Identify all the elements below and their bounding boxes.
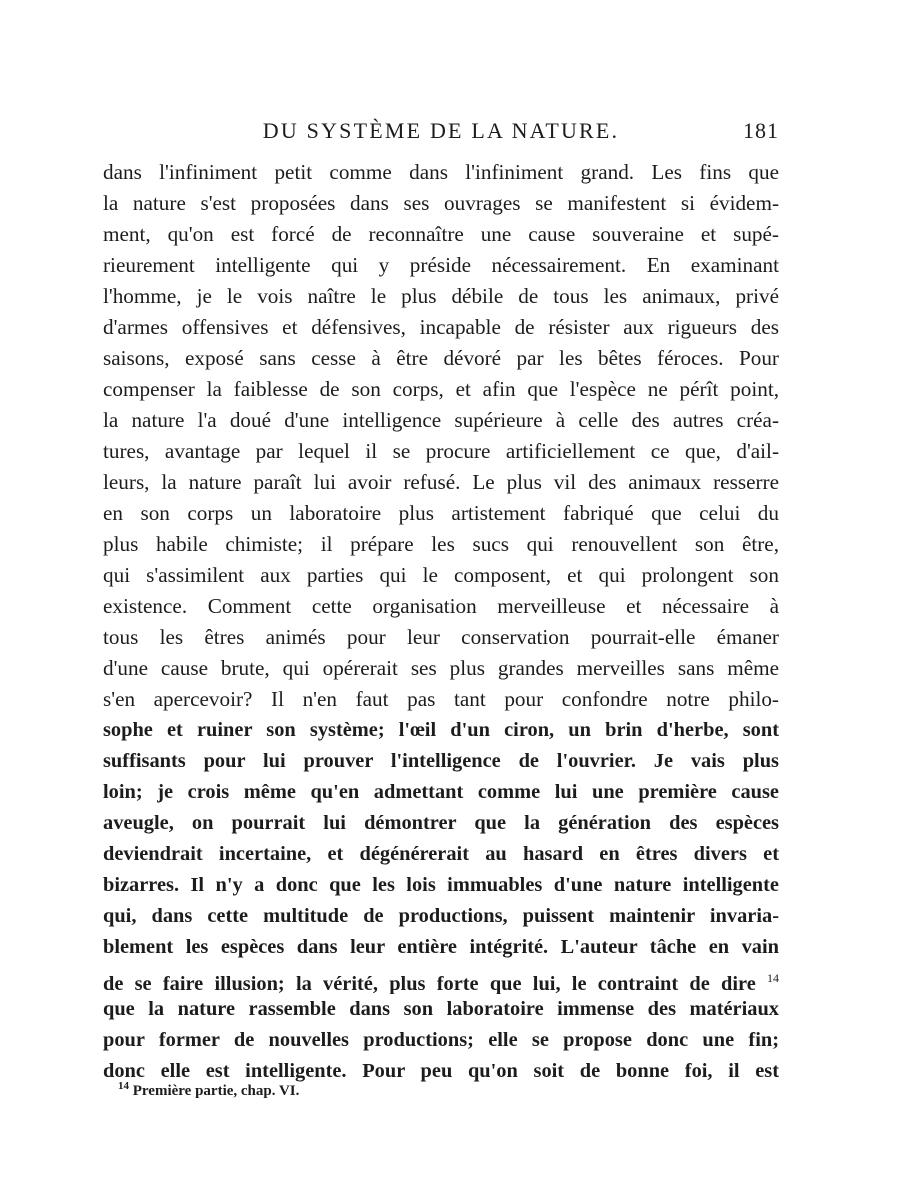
text-line: d'armes offensives et défensives, incapable de résister aux rigueurs des bbox=[103, 315, 779, 339]
text-line: loin; je crois même qu'en admettant comme lui une première cause bbox=[103, 781, 779, 803]
text-line: aveugle, on pourrait lui démontrer que la génération des espèces bbox=[103, 812, 779, 834]
text-line: compenser la faiblesse de son corps, et afin que l'espèce ne pérît point, bbox=[103, 377, 779, 401]
text-line: suffisants pour lui prouver l'intelligence de l'ouvrier. Je vais plus bbox=[103, 750, 779, 772]
text-line: existence. Comment cette organisation merveilleuse et nécessaire à bbox=[103, 594, 779, 618]
footnote-reference[interactable]: 14 bbox=[767, 971, 779, 985]
text-line: saisons, exposé sans cesse à être dévoré par les bêtes féroces. Pour bbox=[103, 346, 779, 370]
text-line: ment, qu'on est forcé de reconnaître une cause souveraine et supé- bbox=[103, 222, 779, 246]
text-line-with-footnote bbox=[103, 963, 779, 994]
text-line: sophe et ruiner son système; l'œil d'un ciron, un brin d'herbe, sont bbox=[103, 719, 779, 741]
text-line: que la nature rassemble dans son laboratoire immense des matériaux bbox=[103, 998, 779, 1020]
footnote-number: 14 bbox=[118, 1080, 129, 1092]
text-line: qui, dans cette multitude de productions, puissent maintenir invaria- bbox=[103, 905, 779, 927]
text-line: donc elle est intelligente. Pour peu qu'on soit de bonne foi, il est bbox=[103, 1060, 779, 1082]
text-line: leurs, la nature paraît lui avoir refusé. Le plus vil des animaux resserre bbox=[103, 470, 779, 494]
text-line: deviendrait incertaine, et dégénérerait au hasard en êtres divers et bbox=[103, 843, 779, 865]
text-line: qui s'assimilent aux parties qui le composent, et qui prolongent son bbox=[103, 563, 779, 587]
text-line-content: de se faire illusion; la vérité, plus forte que lui, le contraint de dire bbox=[103, 972, 756, 994]
text-line: blement les espèces dans leur entière intégrité. L'auteur tâche en vain bbox=[103, 936, 779, 958]
page-header bbox=[103, 118, 779, 148]
running-title: DU SYSTÈME DE LA NATURE. bbox=[262, 118, 620, 143]
text-line: plus habile chimiste; il prépare les sucs qui renouvellent son être, bbox=[103, 532, 779, 556]
text-line: pour former de nouvelles productions; elle se propose donc une fin; bbox=[103, 1029, 779, 1051]
text-line: la nature s'est proposées dans ses ouvrages se manifestent si évidem- bbox=[103, 191, 779, 215]
footnote bbox=[118, 1080, 299, 1100]
body-text bbox=[103, 157, 779, 1087]
text-line: en son corps un laboratoire plus artistement fabriqué que celui du bbox=[103, 501, 779, 525]
text-line: dans l'infiniment petit comme dans l'infiniment grand. Les fins que bbox=[103, 160, 779, 184]
page-number: 181 bbox=[743, 118, 779, 143]
footnote-text: Première partie, chap. VI. bbox=[132, 1083, 300, 1099]
text-line: s'en apercevoir? Il n'en faut pas tant pour confondre notre philo- bbox=[103, 687, 779, 711]
text-line: la nature l'a doué d'une intelligence supérieure à celle des autres créa- bbox=[103, 408, 779, 432]
text-line: l'homme, je le vois naître le plus débile de tous les animaux, privé bbox=[103, 284, 779, 308]
text-line: rieurement intelligente qui y préside nécessairement. En examinant bbox=[103, 253, 779, 277]
text-line: tous les êtres animés pour leur conservation pourrait-elle émaner bbox=[103, 625, 779, 649]
text-line: d'une cause brute, qui opérerait ses plus grandes merveilles sans même bbox=[103, 656, 779, 680]
text-line: tures, avantage par lequel il se procure artificiellement ce que, d'ail- bbox=[103, 439, 779, 463]
text-line: bizarres. Il n'y a donc que les lois immuables d'une nature intelligente bbox=[103, 874, 779, 896]
